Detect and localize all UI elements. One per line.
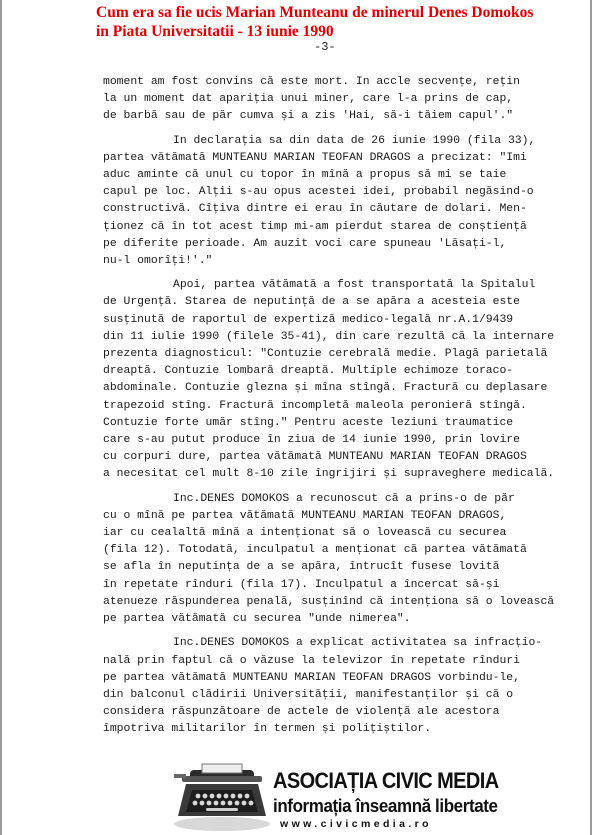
body-text-line: aduc aminte că unul cu topor în mînă a propus să mi se taie bbox=[103, 169, 507, 182]
body-text-line: susținută de raportul de expertiză medico-legală nr.A.1/9439 bbox=[103, 313, 514, 326]
body-text-line: a necesitat cel mult 8-10 zile îngrijiri și supraveghere medicală. bbox=[103, 468, 555, 481]
body-text-line: la un moment dat apariția unui miner, care l-a prins de cap, bbox=[103, 93, 514, 106]
body-text-line: Contuzie forte umăr stîng." Pentru aceste leziuni traumatice bbox=[103, 416, 514, 429]
body-text-line: în repetate rînduri (fila 17). Inculpatul a încercat să-și bbox=[103, 578, 500, 591]
body-text-line: considera răspunzătoare de actele de violență ale acestora bbox=[103, 706, 500, 719]
body-text-line: iar cu cealaltă mînă a intenționat să o lovească cu securea bbox=[103, 527, 507, 540]
body-text-line: împotriva militarilor în termen și polițiștilor. bbox=[103, 723, 432, 736]
body-text-line: ționez că în tot acest timp mi-am pierdut starea de conștiență bbox=[103, 220, 527, 233]
body-text-line: pe diferite perioade. Am auzit voci care spuneau 'Lăsați-l, bbox=[103, 237, 507, 250]
body-text-line: din 11 iulie 1990 (filele 35-41), din care rezultă că la internare bbox=[103, 330, 555, 343]
page-edge-left bbox=[0, 0, 2, 835]
footer-org-name: ASOCIAȚIA CIVIC MEDIA bbox=[273, 769, 499, 794]
body-text-line: se afla în neputința de a se apăra, întrucît fusese lovită bbox=[103, 561, 500, 574]
paragraph-spacer bbox=[103, 126, 573, 133]
footer-banner bbox=[0, 760, 592, 835]
body-text-line: pe partea vătămată MUNTEANU MARIAN TEOFAN DRAGOS vorbindu-le, bbox=[103, 671, 520, 684]
body-text-line: moment am fost convins că este mort. In accle secvențe, rețin bbox=[103, 76, 520, 88]
body-text-line: dreaptă. Contuzie lombară dreaptă. Multiple echimoze toraco- bbox=[103, 365, 514, 378]
body-text-line: cu corpuri dure, partea vătămată MUNTEANU MARIAN TEOFAN DRAGOS bbox=[103, 451, 527, 464]
body-text-line: (fila 12). Totodată, inculpatul a menționat că partea vătămată bbox=[103, 544, 527, 557]
body-text-line: atenueze răspunderea penală, susținînd că intenționa să o lovească bbox=[103, 595, 555, 608]
body-text-line: nală prin faptul că o văzuse la televizor în repetate rînduri bbox=[103, 654, 520, 667]
footer-url: www.civicmedia.ro bbox=[280, 818, 432, 830]
header-title-line-2: in Piata Universitatii - 13 iunie 1990 bbox=[96, 23, 334, 40]
body-text-line: nu-l omorîți!'." bbox=[103, 255, 213, 268]
body-text-line: prezenta diagnosticul: "Contuzie cerebrală medie. Plagă parietală bbox=[103, 348, 548, 361]
body-text-line: partea vătămată MUNTEANU MARIAN TEOFAN DRAGOS a precizat: "Imi bbox=[103, 151, 527, 164]
body-text-line: capul pe loc. Alții s-au opus acestei idei, probabil negăsind-o bbox=[103, 186, 534, 199]
body-text-line: Apoi, partea vătămată a fost transportată la Spitalul bbox=[173, 279, 536, 292]
paragraph-spacer bbox=[103, 484, 573, 491]
header-title-line-1: Cum era sa fie ucis Marian Munteanu de minerul Denes Domokos bbox=[96, 4, 534, 21]
body-text-line: In declarația sa din data de 26 iunie 1990 (fila 33), bbox=[173, 134, 536, 147]
body-text-line: din balconul clădirii Universității, manifestanților și că o bbox=[103, 688, 514, 701]
body-text-line: trapezoid stîng. Fractură incompletă maleola peronieră stîngă. bbox=[103, 399, 527, 412]
paragraph-spacer bbox=[103, 628, 573, 635]
body-text-line: de barbă sau de păr cumva și a zis 'Hai, să-i tăiem capul'." bbox=[103, 110, 514, 123]
page-number: -3- bbox=[314, 40, 336, 54]
body-text-line: care s-au putut produce în ziua de 14 iunie 1990, prin lovire bbox=[103, 434, 520, 447]
body-text-line: cu o mînă pe partea vătămată MUNTEANU MARIAN TEOFAN DRAGOS, bbox=[103, 509, 507, 522]
body-text-line: pe partea vătămată cu securea "unde nimerea". bbox=[103, 613, 411, 626]
body-text-line: de Urgență. Starea de neputință de a se apăra a acesteia este bbox=[103, 296, 520, 309]
document-header bbox=[96, 3, 536, 41]
typewriter-icon bbox=[172, 762, 272, 832]
paragraph-spacer bbox=[103, 270, 573, 277]
document-body bbox=[103, 74, 573, 739]
body-text-line: Inc.DENES DOMOKOS a recunoscut că a prins-o de păr bbox=[173, 492, 515, 505]
footer-tagline: informația înseamnă libertate bbox=[273, 796, 498, 817]
body-text-line: constructivă. Cîțiva dintre ei erau în căutare de dolari. Men- bbox=[103, 203, 527, 216]
body-text-line: Inc.DENES DOMOKOS a explicat activitatea sa infracțio- bbox=[173, 637, 543, 650]
body-text-line: abdominale. Contuzie glezna și mîna stîngă. Fractură cu deplasare bbox=[103, 382, 548, 395]
